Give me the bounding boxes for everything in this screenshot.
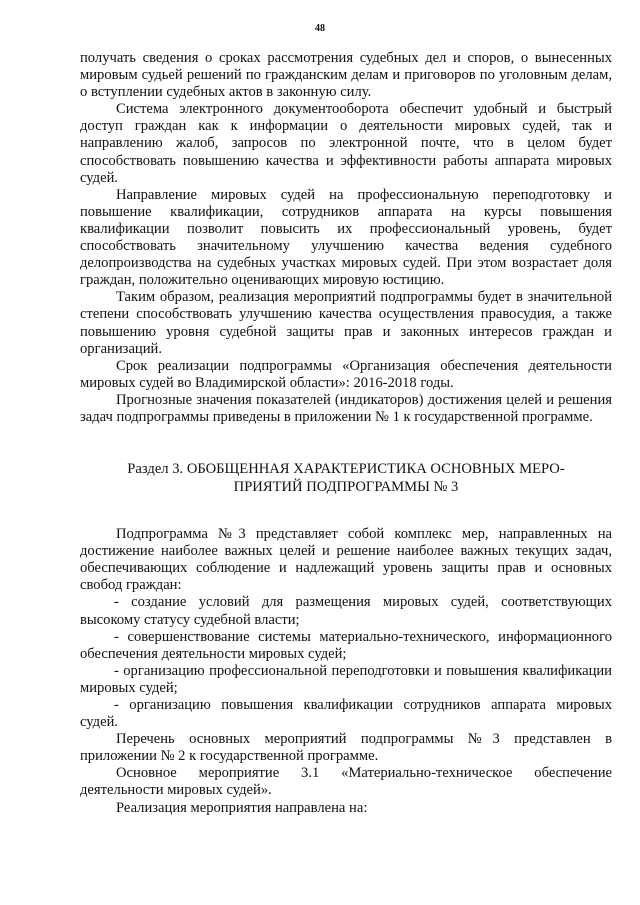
- paragraph-training: Направление мировых судей на профессиональную переподготовку и повышение квалификации, сотрудников аппарата на курсы повышения квалификации позволит повысить их профессиональный уровень, будет способствовать значительному улучшению качества ведения судебного делопроизводства на судебных участках мировых судей. При этом возрастает доля граждан, положительно оценивающих мировую юстицию.: [80, 186, 612, 289]
- paragraph-conclusion: Таким образом, реализация мероприятий подпрограммы будет в значительной степени способствовать улучшению качества осуществления правосудия, а также повышению уровня судебной защиты прав и законных интересов граждан и организаций.: [80, 289, 612, 357]
- paragraph-realization: Реализация мероприятия направлена на:: [116, 799, 368, 816]
- section-heading: [80, 460, 612, 496]
- paragraph-subprogram-intro: Подпрограмма №3 представляет собой комплекс мер, направленных на достижение наиболее важных целей и решение наиболее важных текущих задач, обеспечивающих соблюдение и надлежащий уровень защиты прав и основных свобод граждан:: [80, 526, 612, 594]
- paragraph-indicators: Прогнозные значения показателей (индикаторов) достижения целей и решения задач подпрограммы приведены в приложении № 1 к государственной программе.: [80, 391, 612, 425]
- section-heading-line-1: Раздел 3. ОБОБЩЕННАЯ ХАРАКТЕРИСТИКА ОСНОВНЫХ МЕРО-: [127, 461, 565, 478]
- paragraph-list-reference: Перечень основных мероприятий подпрограммы №3 представлен в приложении № 2 к государственной программе.: [80, 731, 612, 765]
- bullet-item: - создание условий для размещения мировых судей, соответствующих высокому статусу судебной власти;: [80, 594, 612, 628]
- bullet-item: - организацию профессиональной переподготовки и повышения квалификации мировых судей;: [80, 662, 612, 696]
- section-heading-line-2: ПРИЯТИЙ ПОДПРОГРАММЫ № 3: [233, 479, 459, 496]
- bullet-item: - совершенствование системы материально-технического, информационного обеспечения деятельности мировых судей;: [80, 628, 612, 662]
- paragraph-court-info: получать сведения о сроках рассмотрения судебных дел и споров, о вынесенных мировым судьей решений по гражданским делам и приговоров по уголовным делам, о вступлении судебных актов в законную силу.: [80, 50, 612, 101]
- page-number: 48: [315, 23, 325, 34]
- paragraph-main-measure: Основное мероприятие 3.1 «Материально-техническое обеспечение деятельности мировых судей».: [80, 765, 612, 799]
- bullet-item: - организацию повышения квалификации сотрудников аппарата мировых судей.: [80, 697, 612, 731]
- paragraph-term: Срок реализации подпрограммы «Организация обеспечения деятельности мировых судей во Владимирской области»: 2016-2018 годы.: [80, 357, 612, 391]
- page-body: [80, 50, 612, 817]
- paragraph-edm-system: Система электронного документооборота обеспечит удобный и быстрый доступ граждан как к информации о деятельности мировых судей, так и направлению жалоб, запросов по электронной почте, что в целом будет способствовать повышению качества и эффективности работы аппарата мировых судей.: [80, 101, 612, 186]
